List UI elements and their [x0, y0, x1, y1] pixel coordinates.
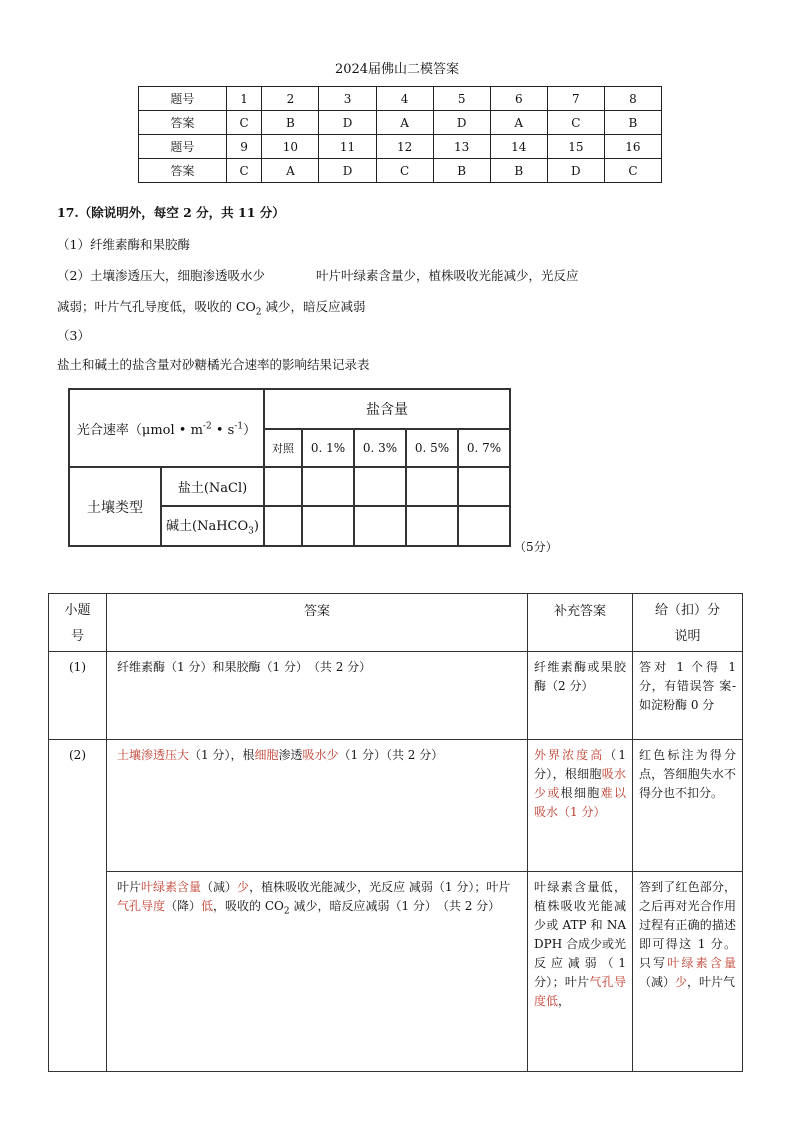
empty-cell: [354, 506, 406, 546]
answer-key-cell: D: [319, 159, 376, 183]
subscript: 2: [255, 307, 262, 318]
grading-text: 红色标注为得分点，答细胞失水不得分也不扣分。: [639, 748, 736, 800]
empty-cell: [354, 467, 406, 506]
rate-label: [69, 389, 264, 467]
text-span: ，: [558, 994, 571, 1008]
q17-part1: （1）纤维素酶和果胶酶: [57, 237, 190, 252]
q17-part2-line2: [57, 297, 366, 318]
header-line: 号: [70, 629, 84, 644]
subscript: 3: [248, 526, 254, 537]
answer-key-cell: B: [262, 111, 319, 135]
text-span: 光合速率（μmol • m: [76, 422, 203, 438]
text-span: • s: [211, 422, 235, 438]
answer-key-row-head: 答案: [139, 111, 227, 135]
text-span: （1 分），根细胞: [534, 748, 626, 781]
answer-key-cell: 2: [262, 87, 319, 111]
row-saline-soil: 盐土(NaCl): [161, 467, 264, 506]
text-span: 碱土(NaHCO: [166, 519, 249, 535]
answer-key-cell: A: [262, 159, 319, 183]
empty-cell: [458, 467, 510, 506]
answer-key-cell: 1: [226, 87, 262, 111]
key-point: 吸水少: [302, 748, 339, 762]
answer-key-cell: 15: [547, 135, 604, 159]
answer-key-row: [139, 135, 662, 159]
key-point: 低: [201, 899, 214, 913]
key-point: 难以吸水（1 分）: [534, 786, 626, 819]
grading-table: [48, 593, 743, 1072]
supplement-text: 纤维素酶或果胶酶（2 分）: [534, 660, 626, 693]
answer-key-row-head: 题号: [139, 135, 227, 159]
answer-key-cell: 6: [490, 87, 547, 111]
row1-grading: [633, 652, 743, 740]
answer-key-cell: 13: [433, 135, 490, 159]
answer-key-cell: 3: [319, 87, 376, 111]
row1-number: [49, 652, 107, 740]
header-answer: 答案: [107, 594, 528, 652]
key-point: 气孔导度: [117, 899, 166, 913]
col-0-5: 0. 5%: [406, 429, 458, 467]
answer-key-cell: 11: [319, 135, 376, 159]
empty-cell: [406, 506, 458, 546]
answer-key-cell: A: [490, 111, 547, 135]
header-supplement: 补充答案: [528, 594, 633, 652]
answer-key-row: [139, 159, 662, 183]
text-span: 叶绿素含量低，植株吸收光能减少或 ATP 和 NADPH 合成少或光反应减弱（1 分）；叶片: [534, 880, 626, 989]
answer-key-cell: B: [490, 159, 547, 183]
row-alkaline-soil: [161, 506, 264, 546]
empty-cell: [264, 506, 302, 546]
answer-key-row-head: 答案: [139, 159, 227, 183]
row3-supplement: [528, 872, 633, 1072]
answer-key-row-head: 题号: [139, 87, 227, 111]
header-line: 说明: [674, 629, 701, 644]
empty-cell: [302, 467, 354, 506]
answer-key-cell: 7: [547, 87, 604, 111]
header-line: 小题: [64, 603, 91, 618]
text-span: 答到了红色部分，之后再对光合作用过程有正确的描述即可得这 1 分。只写: [639, 880, 736, 970]
answer-key-cell: D: [319, 111, 376, 135]
header-grading: [633, 594, 743, 652]
empty-cell: [302, 506, 354, 546]
text-span: 渗透: [278, 748, 303, 762]
soil-type-label: 土壤类型: [69, 467, 161, 546]
grading-text: 答对 1 个得 1 分，有错误答 案-如淀粉酶 0 分: [639, 660, 736, 712]
answer-key-cell: C: [226, 111, 262, 135]
table-caption: 盐土和碱土的盐含量对砂糖橘光合速率的影响结果记录表: [57, 357, 370, 372]
answer-key-cell: 8: [604, 87, 661, 111]
answer-key-cell: 16: [604, 135, 661, 159]
answer-key-cell: 9: [226, 135, 262, 159]
answer-key-cell: A: [376, 111, 433, 135]
key-point: 吸水少或: [534, 767, 626, 800]
answer-key-cell: B: [433, 159, 490, 183]
key-point: 外界浓度高: [534, 748, 605, 762]
key-point: 叶绿素含量: [667, 956, 736, 970]
row1-answer: [107, 652, 528, 740]
header-question-number: [49, 594, 107, 652]
text-span: 减少，暗反应减弱（1 分） （共 2 分）: [289, 899, 501, 913]
q17-part3: （3）: [57, 328, 90, 343]
col-control: 对照: [264, 429, 302, 467]
answer-key-cell: 12: [376, 135, 433, 159]
answer-key-row: [139, 87, 662, 111]
row2-supplement: [528, 740, 633, 872]
text-span: （降）: [165, 899, 202, 913]
text-span: ，吸收的 CO: [213, 899, 284, 913]
text-span: （减）: [639, 975, 676, 989]
row2-number: [49, 740, 107, 1072]
empty-cell: [264, 467, 302, 506]
answer-key-cell: 14: [490, 135, 547, 159]
key-point: 少: [237, 880, 250, 894]
text-span: ，叶片气: [687, 975, 736, 989]
row2-grading: [633, 740, 743, 872]
col-0-3: 0. 3%: [354, 429, 406, 467]
superscript: -1: [234, 421, 244, 432]
text-span: 叶片: [117, 880, 142, 894]
answer-key-cell: 10: [262, 135, 319, 159]
text-span: （1 分）（共 2 分）: [338, 748, 444, 762]
text-span: （1 分），根: [189, 748, 255, 762]
key-point: 叶绿素含量: [141, 880, 202, 894]
experiment-design-table: [68, 388, 511, 547]
subscript: 2: [283, 906, 290, 917]
key-point: 少: [675, 975, 688, 989]
answer-key-table: [138, 86, 662, 183]
answer-key-cell: C: [547, 111, 604, 135]
key-point: 细胞: [254, 748, 279, 762]
text-span: （减）: [201, 880, 238, 894]
superscript: -2: [202, 421, 212, 432]
answer-key-cell: D: [433, 111, 490, 135]
row3-grading: [633, 872, 743, 1072]
page-title: 2024届佛山二模答案: [334, 62, 460, 77]
answer-key-cell: C: [376, 159, 433, 183]
empty-cell: [458, 506, 510, 546]
text-span: 减少，暗反应减弱: [261, 299, 366, 314]
col-0-7: 0. 7%: [458, 429, 510, 467]
salt-content-header: 盐含量: [264, 389, 510, 429]
score-note: （5分）: [514, 540, 558, 554]
q17-heading: 17.（除说明外，每空 2 分，共 11 分）: [57, 205, 285, 220]
answer-key-cell: 4: [376, 87, 433, 111]
answer-key-cell: B: [604, 111, 661, 135]
answer-key-row: [139, 111, 662, 135]
row2-answer: [107, 740, 528, 872]
row1-supplement: [528, 652, 633, 740]
text-span: ）: [243, 422, 257, 438]
empty-cell: [406, 467, 458, 506]
col-0-1: 0. 1%: [302, 429, 354, 467]
header-line: 给（扣）分: [654, 603, 720, 618]
key-point: 土壤渗透压大: [117, 748, 190, 762]
text-span: 减弱；叶片气孔导度低，吸收的 CO: [57, 299, 256, 314]
q17-part2-line1b: 叶片叶绿素含量少，植株吸收光能减少，光反应: [316, 268, 579, 283]
answer-key-cell: 5: [433, 87, 490, 111]
text-span: ，植株吸收光能减少，光反应 减弱（1 分）；叶片: [249, 880, 511, 894]
text-span: 根细胞: [560, 786, 601, 800]
key-point: 气孔导度低: [534, 975, 626, 1008]
number-text: (1): [69, 660, 86, 674]
answer-text: 纤维素酶（1 分）和果胶酶（1 分） （共 2 分）: [117, 660, 372, 674]
answer-key-cell: D: [547, 159, 604, 183]
answer-key-cell: C: [226, 159, 262, 183]
number-text: (2): [69, 748, 86, 762]
text-span: ): [253, 519, 259, 535]
answer-key-cell: C: [604, 159, 661, 183]
q17-part2-line1a: （2）土壤渗透压大，细胞渗透吸水少: [57, 268, 265, 283]
row3-answer: [107, 872, 528, 1072]
